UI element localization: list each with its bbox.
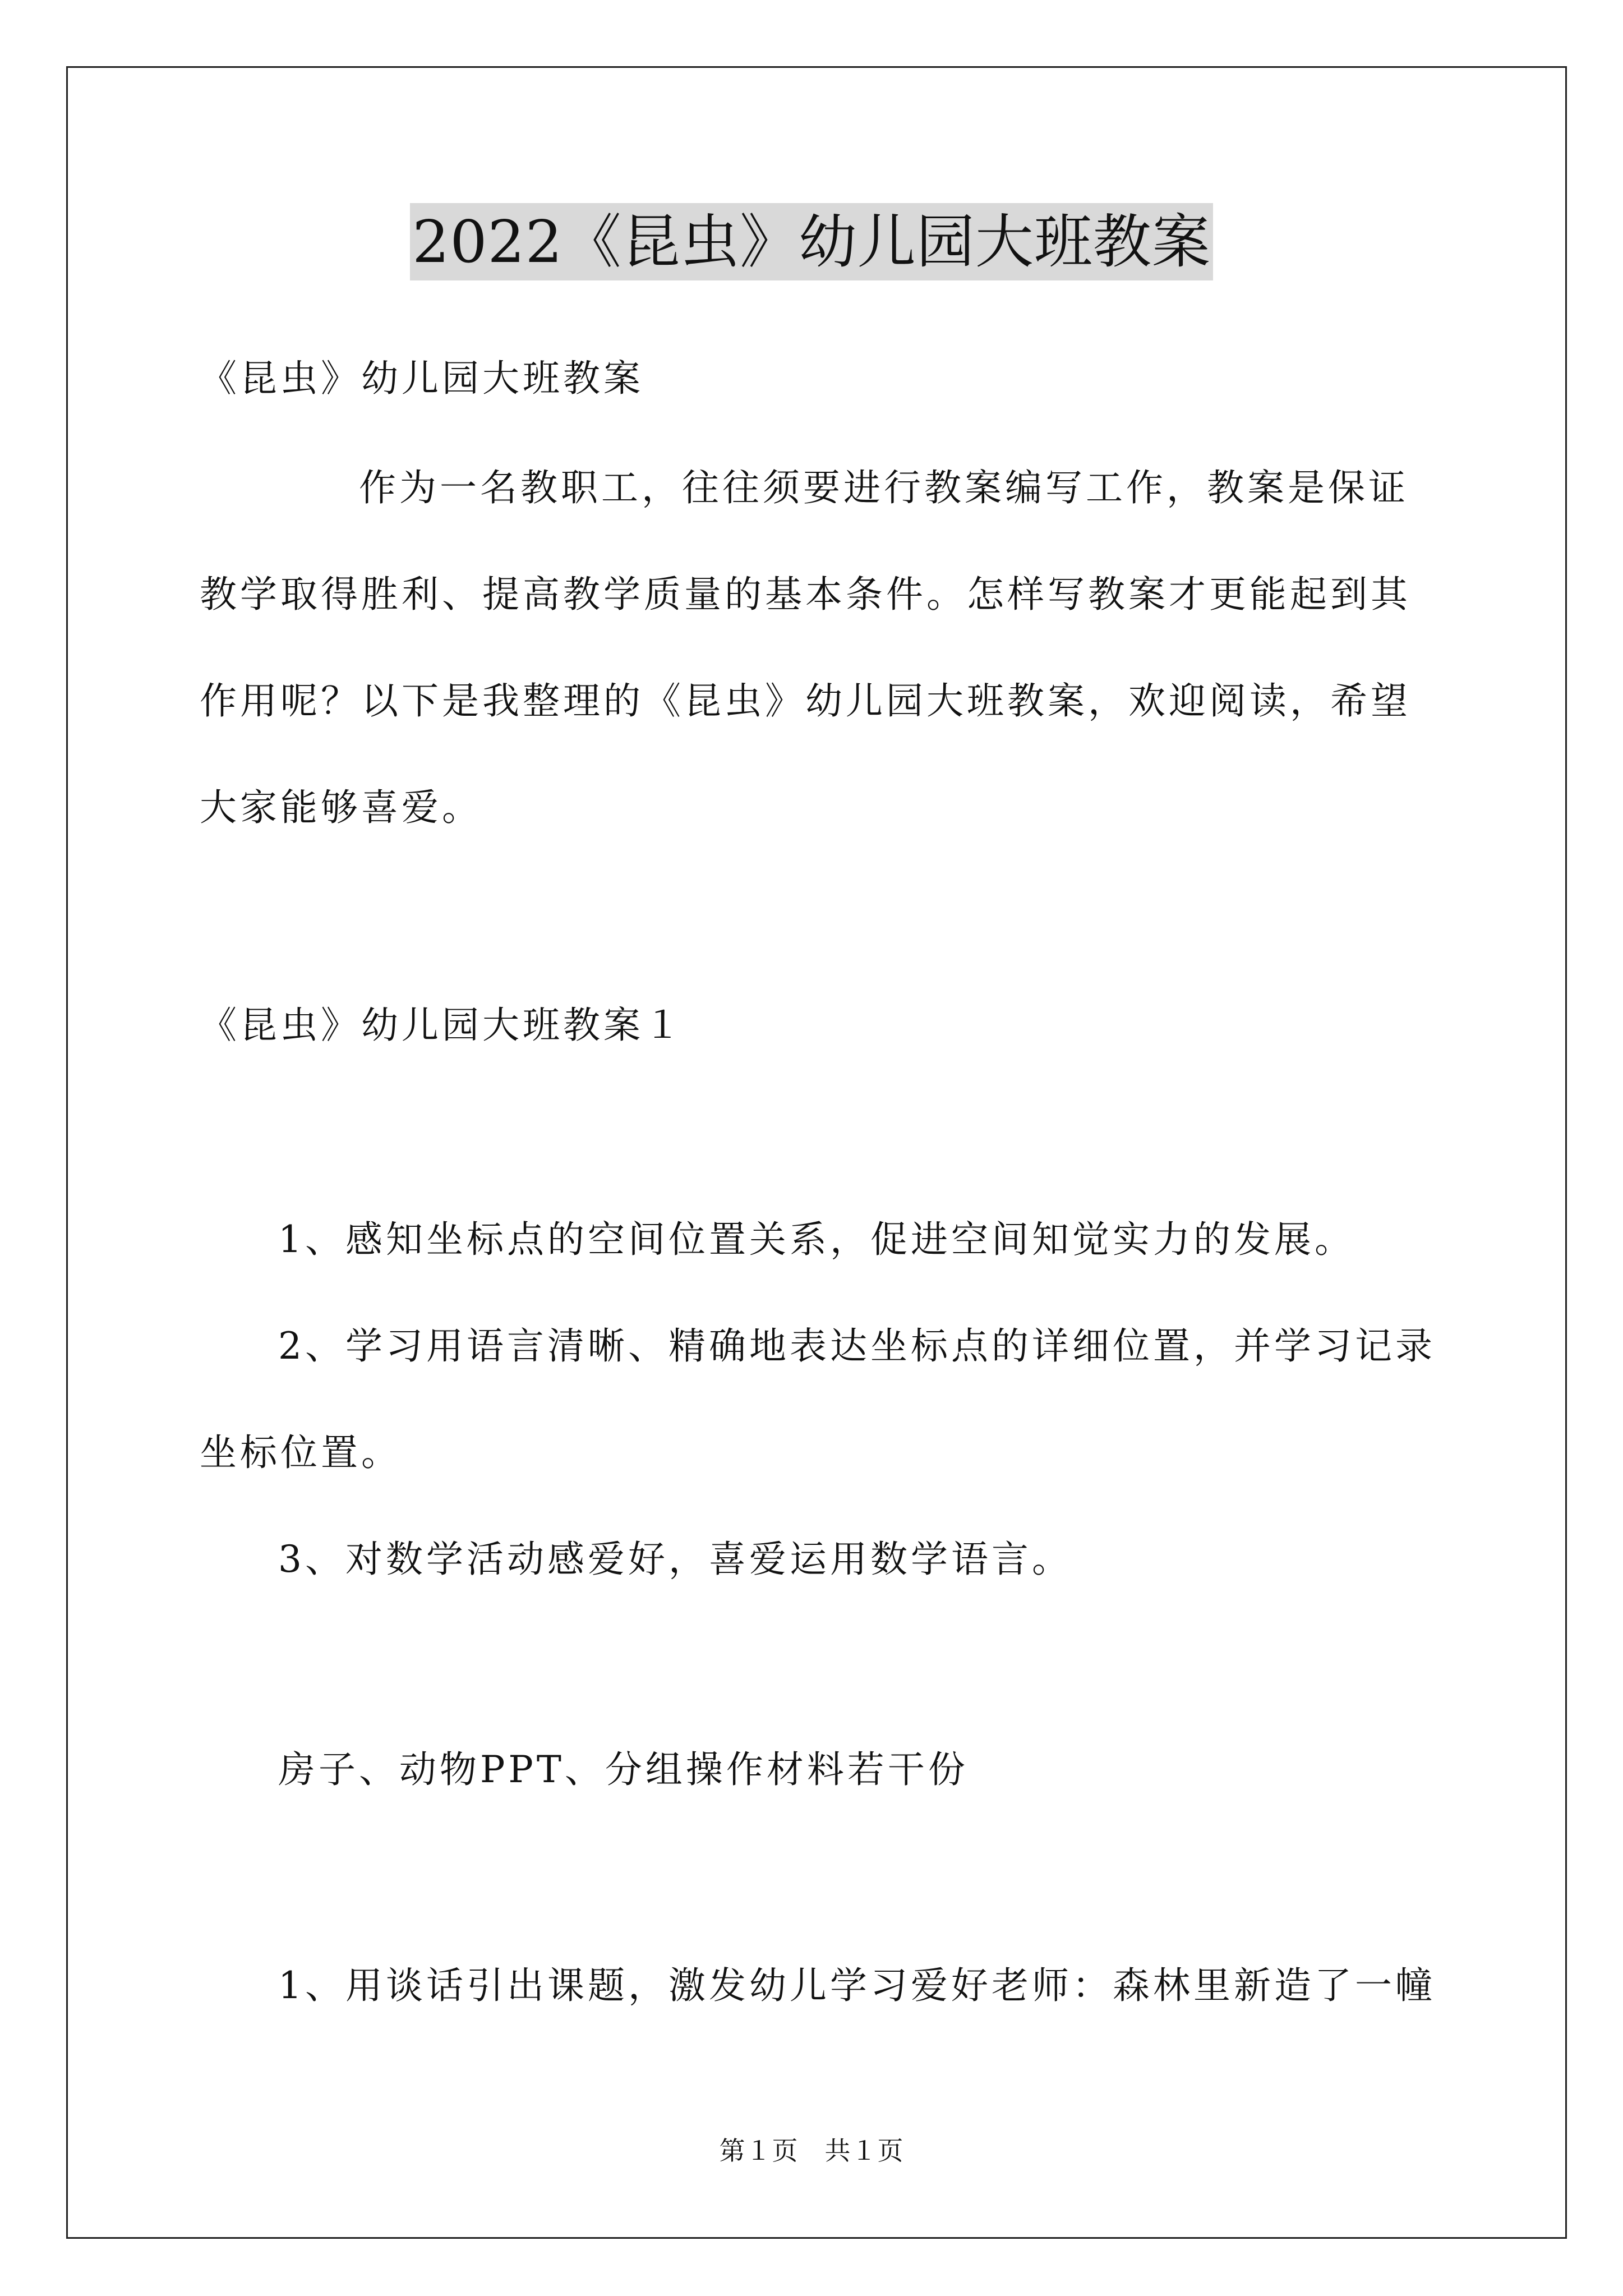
section-heading: 《昆虫》幼儿园大班教案１ bbox=[200, 1004, 684, 1047]
page-footer: 第１页 共１页 bbox=[719, 2136, 904, 2166]
objective-1: 1、感知坐标点的空间位置关系，促进空间知觉实力的发展。 bbox=[278, 1218, 1355, 1261]
objective-2: 2、学习用语言清晰、精确地表达坐标点的详细位置，并学习记录 bbox=[278, 1324, 1436, 1368]
subtitle-line: 《昆虫》幼儿园大班教案 bbox=[200, 357, 644, 400]
objective-3: 3、对数学活动感爱好，喜爱运用数学语言。 bbox=[278, 1538, 1072, 1581]
document-title: 2022《昆虫》幼儿园大班教案 bbox=[410, 203, 1213, 280]
intro-line-2: 教学取得胜利、提高教学质量的基本条件。怎样写教案才更能起到其 bbox=[200, 573, 1411, 616]
title-container bbox=[0, 203, 1623, 280]
intro-line-4: 大家能够喜爱。 bbox=[200, 786, 482, 829]
intro-line-3: 作用呢？以下是我整理的《昆虫》幼儿园大班教案，欢迎阅读，希望 bbox=[200, 679, 1411, 723]
materials-line: 房子、动物PPT、分组操作材料若干份 bbox=[278, 1748, 969, 1791]
procedure-step-1: 1、用谈话引出课题，激发幼儿学习爱好老师：森林里新造了一幢 bbox=[278, 1964, 1436, 2007]
objective-2-continued: 坐标位置。 bbox=[200, 1431, 402, 1474]
intro-line-1: 作为一名教职工，往往须要进行教案编写工作，教案是保证 bbox=[359, 466, 1409, 509]
